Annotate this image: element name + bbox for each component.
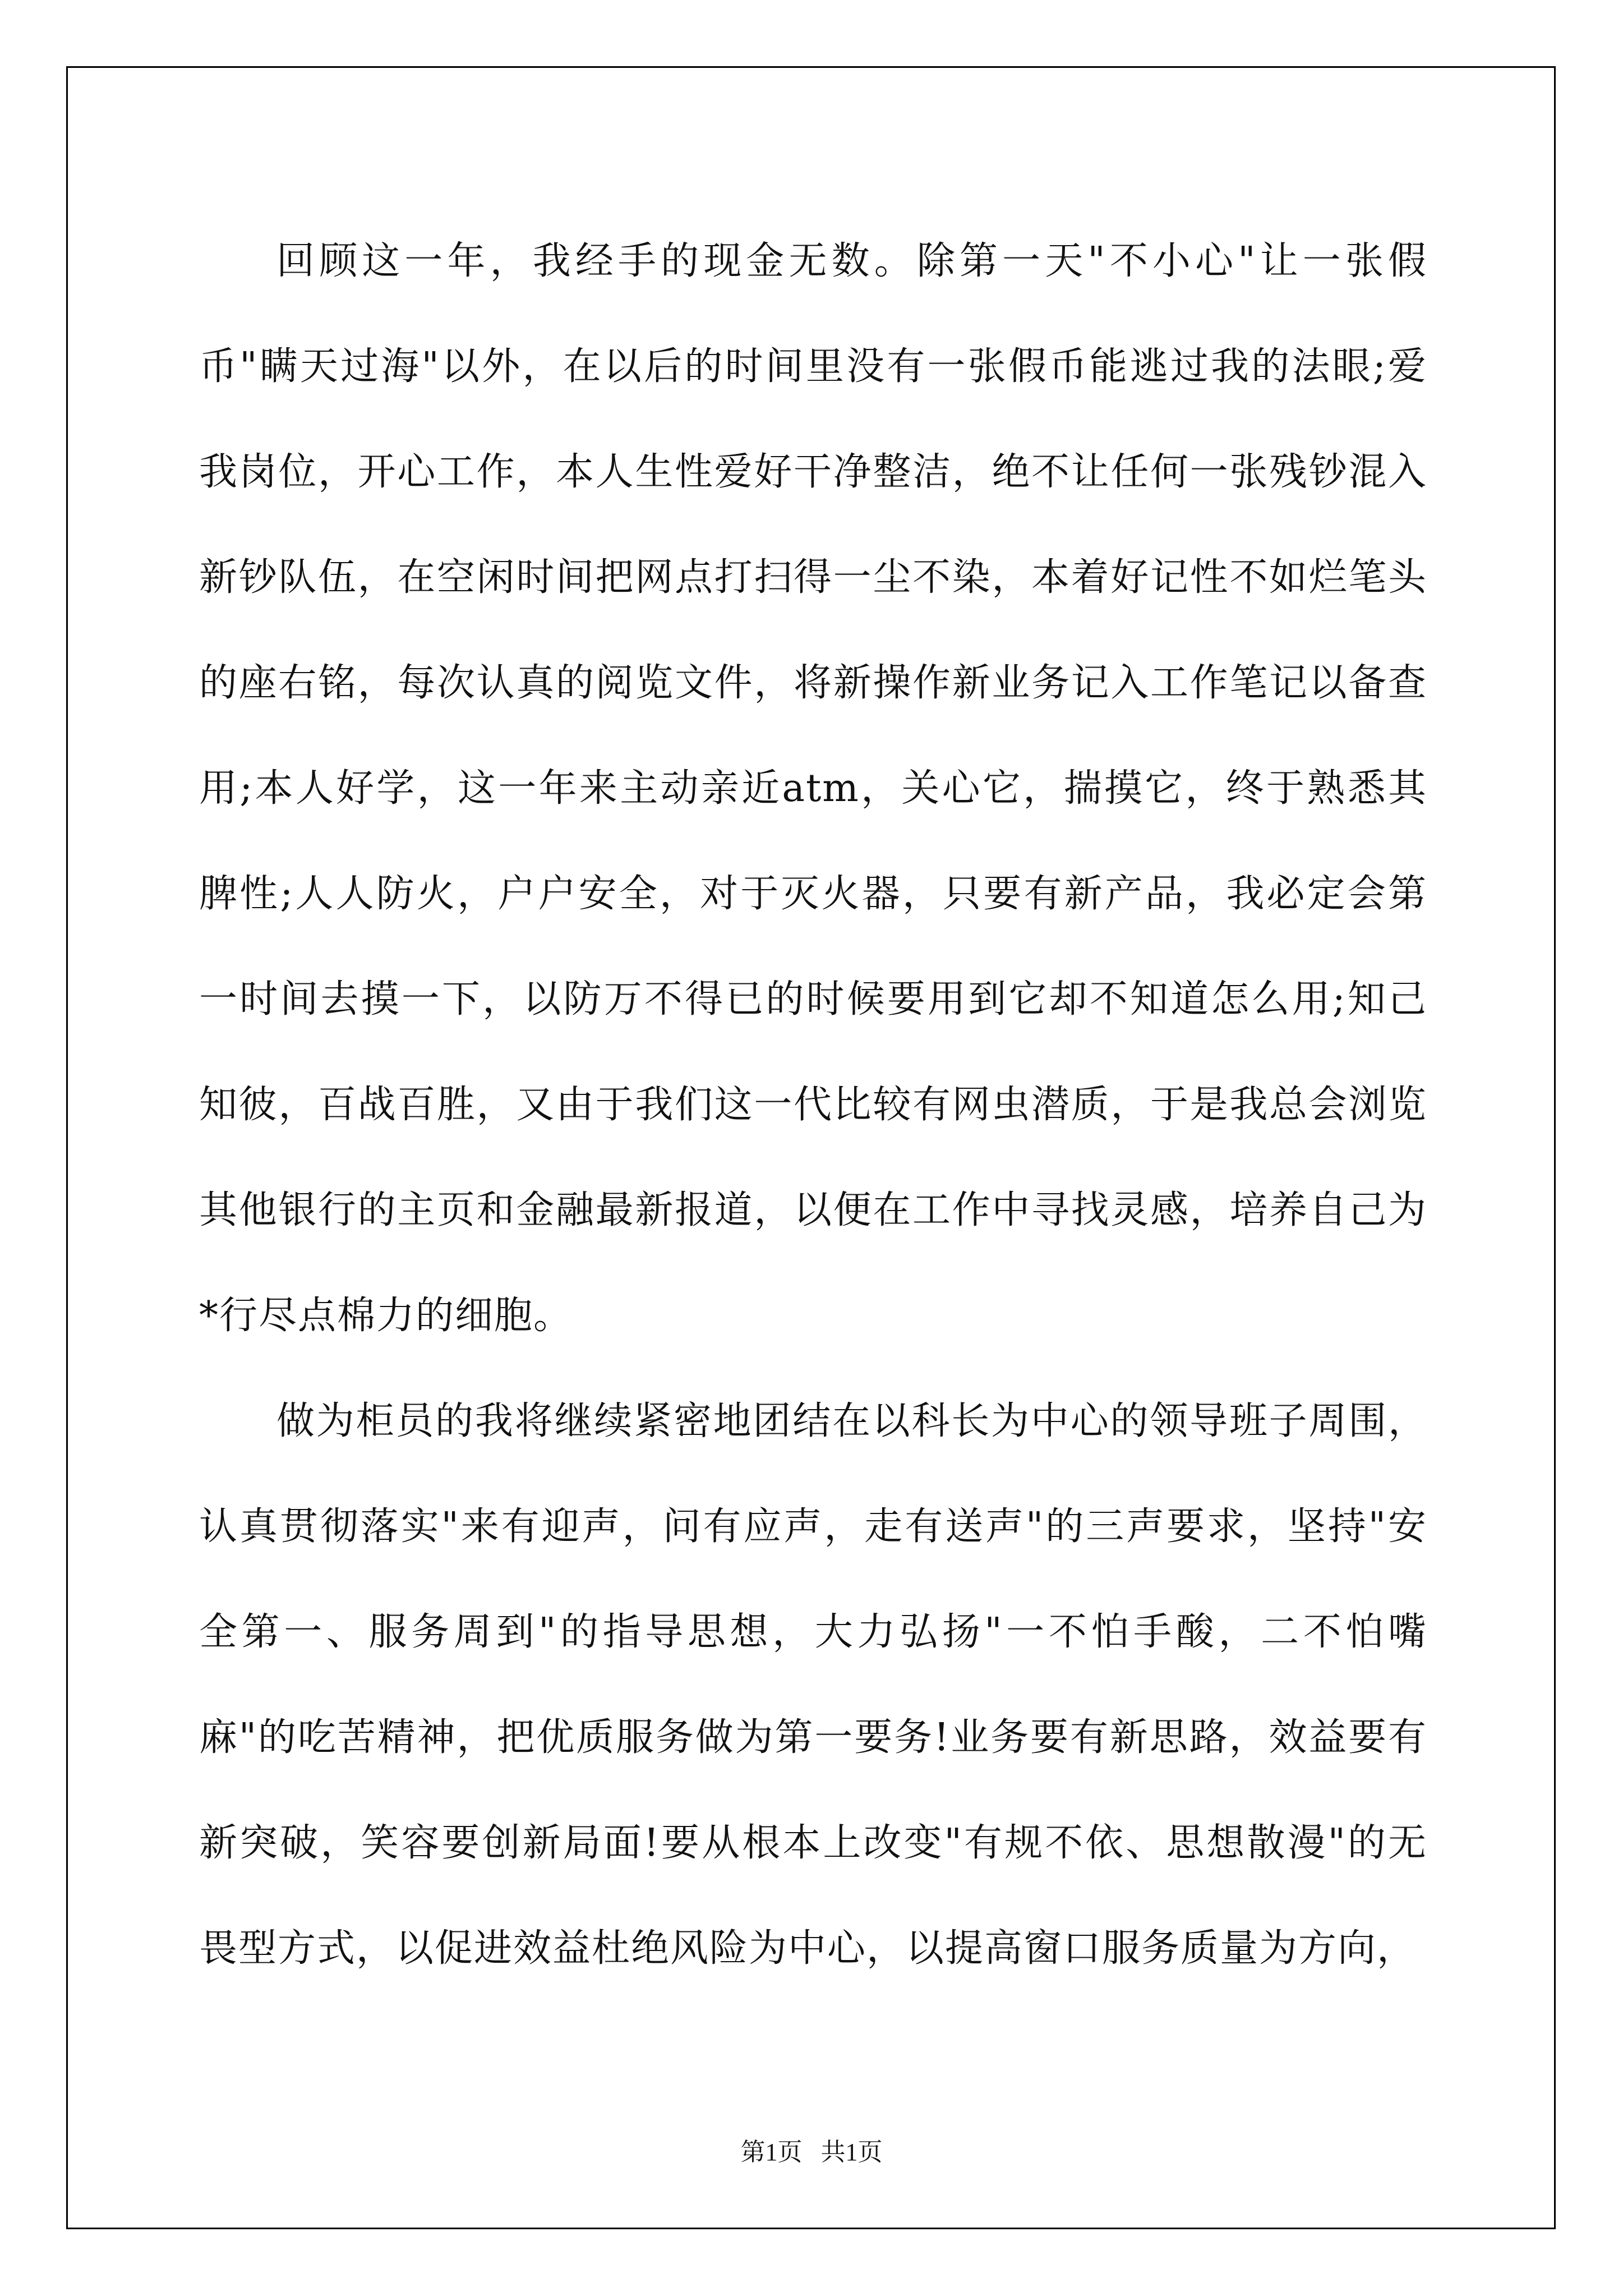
paragraph-1: 回顾这一年，我经手的现金无数。除第一天"不小心"让一张假币"瞒天过海"以外，在以后的时间里没有一张假币能逃过我的法眼;爱我岗位，开心工作，本人生性爱好干净整洁，绝不让任何一张残钞混入新钞队伍，在空闲时间把网点打扫得一尘不染，本着好记性不如烂笔头的座右铭，每次认真的阅览文件，将新操作新业务记入工作笔记以备查用;本人好学，这一年来主动亲近atm，关心它，揣摸它，终于熟悉其脾性;人人防火，户户安全，对于灭火器，只要有新产品，我必定会第一时间去摸一下，以防万不得已的时候要用到它却不知道怎么用;知己知彼，百战百胜，又由于我们这一代比较有网虫潜质，于是我总会浏览其他银行的主页和金融最新报道，以便在工作中寻找灵感，培养自己为*行尽点棉力的细胞。 (199, 239, 1427, 1338)
document-body (199, 209, 1427, 2001)
paragraph-2: 做为柜员的我将继续紧密地团结在以科长为中心的领导班子周围，认真贯彻落实"来有迎声，问有应声，走有送声"的三声要求，坚持"安全第一、服务周到"的指导思想，大力弘扬"一不怕手酸，二不怕嘴麻"的吃苦精神，把优质服务做为第一要务!业务要有新思路，效益要有新突破，笑容要创新局面!要从根本上改变"有规不依、思想散漫"的无畏型方式，以促进效益杜绝风险为中心，以提高窗口服务质量为方向， (199, 1399, 1427, 1971)
page-footer: 第1页 共1页 (740, 2138, 883, 2166)
